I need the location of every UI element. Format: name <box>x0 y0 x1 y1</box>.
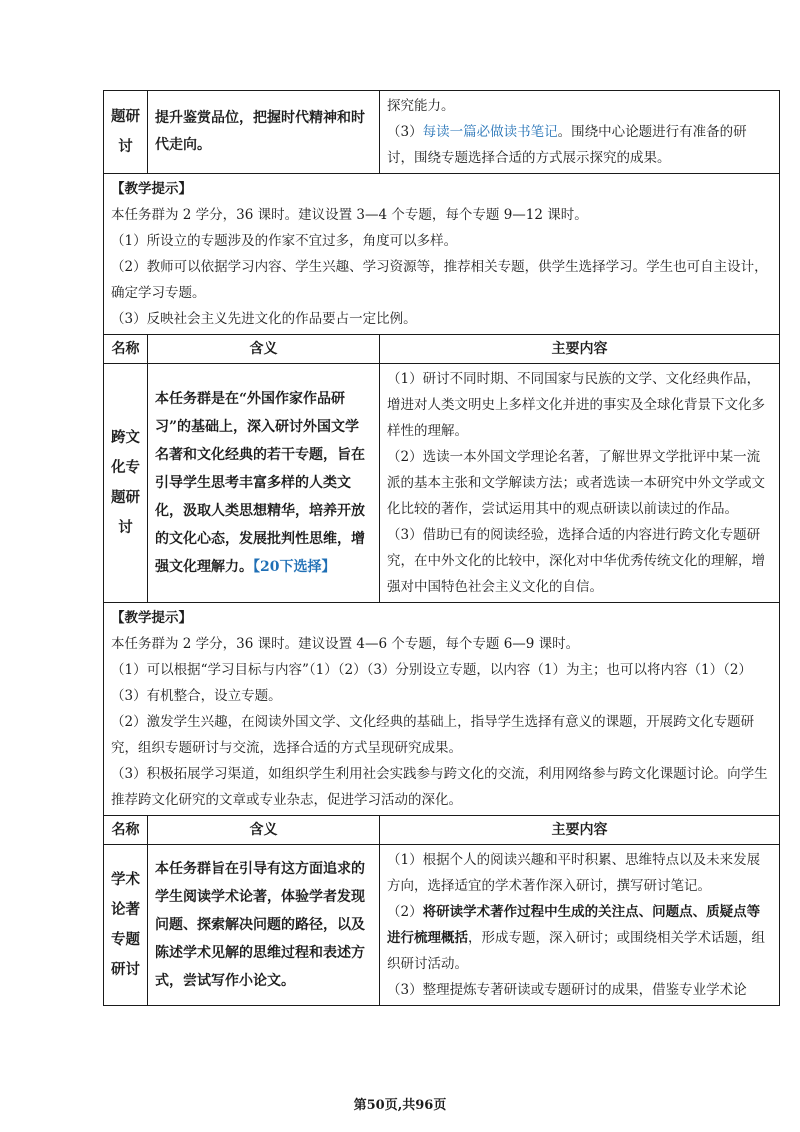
tips-line: （3）积极拓展学习渠道，如组织学生利用社会实践参与跨文化的交流，利用网络参与跨文化课题讨论。向学生推荐跨文化研究的文章或专业杂志，促进学习活动的深化。 <box>111 766 768 808</box>
tips-line: 本任务群为 2 学分，36 课时。建议设置 3—4 个专题，每个专题 9—12 课时。 <box>111 207 588 223</box>
content-item-prefix: （2） <box>387 904 423 920</box>
header-content: 主要内容 <box>380 816 780 845</box>
row-definition: 本任务群旨在引导有这方面追求的学生阅读学术论著，体验学者发现问题、探索解决问题的路径，以及陈述学术见解的思维过程和表述方式，尝试写作小论文。 <box>155 861 365 989</box>
teaching-tips-2 <box>104 603 780 816</box>
row-name-cell <box>104 845 148 1006</box>
table-header-row <box>104 816 780 845</box>
content-item: （2）选读一本外国文学理论名著，了解世界文学批评中某一流派的基本主张和文学解读方法；或者选读一本研究中外文学或文化比较的著作，尝试运用其中的观点研读以前读过的作品。 <box>387 449 765 517</box>
row-content-cell <box>380 364 780 603</box>
tips-heading: 【教学提示】 <box>111 610 192 626</box>
tips-line: （2）教师可以依据学习内容、学生兴趣、学习资源等，推荐相关专题，供学生选择学习。学生也可自主设计，确定学习专题。 <box>111 259 768 301</box>
teaching-tips-1 <box>104 174 780 335</box>
exam-tag: 【20下选择】 <box>253 559 336 575</box>
content-item-bold: 将研读学术著作过程中生成的关注点、问题点、质疑点等进行梳理概括 <box>387 904 761 946</box>
teaching-tips-cell <box>104 603 780 816</box>
content-item <box>387 899 772 977</box>
tips-line: （1）可以根据“学习目标与内容”（1）（2）（3）分别设立专题，以内容（1）为主；也可以将内容（1）（2）（3）有机整合，设立专题。 <box>111 662 752 704</box>
content-item: （1）研讨不同时期、不同国家与民族的文学、文化经典作品，增进对人类文明史上多样文化并进的事实及全球化背景下文化多样性的理解。 <box>387 371 765 439</box>
content-item-text: ，形成专题，深入研讨；或围绕相关学术话题，组织研讨活动。 <box>387 930 765 972</box>
tips-line: 本任务群为 2 学分，36 课时。建议设置 4—6 个专题，每个专题 6—9 课时。 <box>111 636 580 652</box>
row-name-cell <box>104 91 148 174</box>
table-row-academic <box>104 845 780 1006</box>
content-item: （3）借助已有的阅读经验，选择合适的内容进行跨文化专题研究，在中外文化的比较中，深化对中华优秀传统文化的理解，增强对中国特色社会主义文化的自信。 <box>387 527 765 595</box>
row-definition-cell <box>148 91 380 174</box>
content-item-prefix: （3） <box>387 124 423 140</box>
content-item <box>387 119 772 171</box>
row-name: 题研讨 <box>111 108 140 155</box>
table-header-row <box>104 335 780 364</box>
header-name: 名称 <box>104 335 148 364</box>
content-item: （1）根据个人的阅读兴趣和平时积累、思维特点以及未来发展方向，选择适宜的学术著作深入研讨，撰写研讨笔记。 <box>387 852 761 894</box>
teaching-tips-cell <box>104 174 780 335</box>
curriculum-table <box>103 90 780 1006</box>
tips-heading: 【教学提示】 <box>111 181 192 197</box>
table-row-cross-cultural <box>104 364 780 603</box>
header-name: 名称 <box>104 816 148 845</box>
row-definition: 提升鉴赏品位，把握时代精神和时代走向。 <box>155 110 365 153</box>
header-definition: 含义 <box>148 335 380 364</box>
page-footer: 第50页,共96页 <box>353 1098 447 1113</box>
row-name: 学术论著专题研讨 <box>111 871 140 978</box>
content-item: 探究能力。 <box>387 98 455 114</box>
content-item: （3）整理提炼专著研读或专题研讨的成果，借鉴专业学术论 <box>387 982 747 998</box>
row-definition: 本任务群是在“外国作家作品研习”的基础上，深入研讨外国文学名著和文化经典的若干专题，旨在引导学生思考丰富多样的人类文化，汲取人类思想精华，培养开放的文化心态，发展批判性思维，增强文化理解力。 <box>155 391 365 575</box>
tips-line: （2）激发学生兴趣，在阅读外国文学、文化经典的基础上，指导学生选择有意义的课题，开展跨文化专题研究，组织专题研讨与交流，选择合适的方式呈现研究成果。 <box>111 714 755 756</box>
row-name-cell <box>104 364 148 603</box>
row-content-cell <box>380 845 780 1006</box>
row-name: 跨文化专题研讨 <box>111 429 140 536</box>
row-definition-cell <box>148 845 380 1006</box>
header-content: 主要内容 <box>380 335 780 364</box>
tips-line: （1）所设立的专题涉及的作家不宜过多，角度可以多样。 <box>111 233 458 249</box>
header-definition: 含义 <box>148 816 380 845</box>
reading-notes-highlight: 每读一篇必做读书笔记 <box>422 124 558 140</box>
tips-line: （3）反映社会主义先进文化的作品要占一定比例。 <box>111 311 417 327</box>
content-item-text: 。围绕中心论题进行有准备的研讨，围绕专题选择合适的方式展示探究的成果。 <box>387 124 747 166</box>
row-definition-cell <box>148 364 380 603</box>
table-row-topic-study <box>104 91 780 174</box>
row-content-cell <box>380 91 780 174</box>
